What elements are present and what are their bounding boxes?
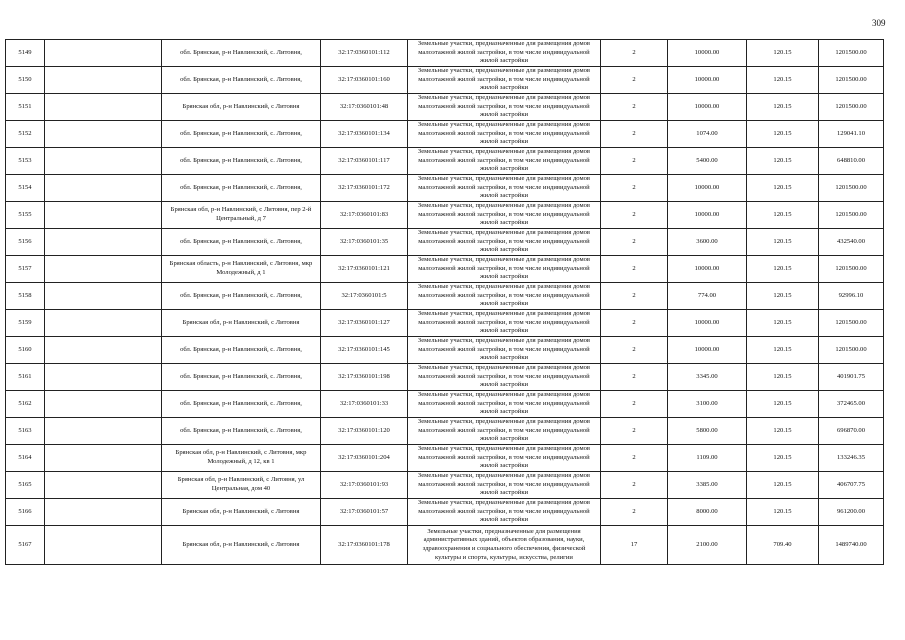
table-row xyxy=(6,202,884,229)
table-row xyxy=(6,121,884,148)
cell-cadastral-number: 32:17:0360101:93 xyxy=(321,472,408,499)
cell-permitted-use: Земельные участки, предназначенные для размещения домов малоэтажной жилой застройки, в том числе индивидуальной жилой застройки xyxy=(408,310,601,337)
cell-use-group: 2 xyxy=(601,391,668,418)
cell-cadastral-number: 32:17:0360101:145 xyxy=(321,337,408,364)
cell-area: 1074.00 xyxy=(668,121,747,148)
page-number: 309 xyxy=(872,18,886,28)
cell-specific-value: 120.15 xyxy=(747,175,819,202)
cell-row-number: 5157 xyxy=(6,256,45,283)
cell-address: обл. Брянская, р-н Навлинский, с. Литовня, xyxy=(162,283,321,310)
cell-row-number: 5158 xyxy=(6,283,45,310)
cell-permitted-use: Земельные участки, предназначенные для размещения домов малоэтажной жилой застройки, в том числе индивидуальной жилой застройки xyxy=(408,337,601,364)
cell-permitted-use: Земельные участки, предназначенные для размещения домов малоэтажной жилой застройки, в том числе индивидуальной жилой застройки xyxy=(408,256,601,283)
cell-cadastral-number: 32:17:0360101:35 xyxy=(321,229,408,256)
cell-cadastral-value: 432540.00 xyxy=(819,229,884,256)
cell-area: 3385.00 xyxy=(668,472,747,499)
cell-cadastral-value: 129041.10 xyxy=(819,121,884,148)
cell-row-number: 5154 xyxy=(6,175,45,202)
cell-use-group: 2 xyxy=(601,94,668,121)
cell-cadastral-number: 32:17:0360101:160 xyxy=(321,67,408,94)
cell-area: 10000.00 xyxy=(668,175,747,202)
table-row xyxy=(6,148,884,175)
cell-specific-value: 120.15 xyxy=(747,202,819,229)
cell-use-group: 2 xyxy=(601,121,668,148)
cell-cadastral-value: 1201500.00 xyxy=(819,310,884,337)
cell-specific-value: 120.15 xyxy=(747,94,819,121)
cell-cadastral-value: 1201500.00 xyxy=(819,337,884,364)
cell-use-group: 17 xyxy=(601,526,668,565)
cell-address: Брянская обл, р-н Навлинский, с Литовня, пер 2-й Центральный, д 7 xyxy=(162,202,321,229)
cell-specific-value: 120.15 xyxy=(747,67,819,94)
cell-empty xyxy=(45,391,162,418)
cell-cadastral-number: 32:17:0360101:134 xyxy=(321,121,408,148)
cell-use-group: 2 xyxy=(601,256,668,283)
cell-use-group: 2 xyxy=(601,499,668,526)
cell-empty xyxy=(45,67,162,94)
cell-permitted-use: Земельные участки, предназначенные для размещения домов малоэтажной жилой застройки, в том числе индивидуальной жилой застройки xyxy=(408,67,601,94)
cell-permitted-use: Земельные участки, предназначенные для размещения домов малоэтажной жилой застройки, в том числе индивидуальной жилой застройки xyxy=(408,148,601,175)
cell-permitted-use: Земельные участки, предназначенные для размещения домов малоэтажной жилой застройки, в том числе индивидуальной жилой застройки xyxy=(408,121,601,148)
cell-use-group: 2 xyxy=(601,67,668,94)
cell-permitted-use: Земельные участки, предназначенные для размещения домов малоэтажной жилой застройки, в том числе индивидуальной жилой застройки xyxy=(408,364,601,391)
cell-use-group: 2 xyxy=(601,148,668,175)
cell-empty xyxy=(45,364,162,391)
table-row xyxy=(6,364,884,391)
cell-row-number: 5149 xyxy=(6,40,45,67)
cell-cadastral-value: 92996.10 xyxy=(819,283,884,310)
cell-cadastral-value: 133246.35 xyxy=(819,445,884,472)
cell-empty xyxy=(45,256,162,283)
cell-specific-value: 120.15 xyxy=(747,256,819,283)
cell-permitted-use: Земельные участки, предназначенные для размещения домов малоэтажной жилой застройки, в том числе индивидуальной жилой застройки xyxy=(408,445,601,472)
table-row xyxy=(6,310,884,337)
cell-cadastral-value: 1201500.00 xyxy=(819,175,884,202)
cell-row-number: 5159 xyxy=(6,310,45,337)
cell-address: обл. Брянская, р-н Навлинский, с. Литовня, xyxy=(162,175,321,202)
cell-area: 3100.00 xyxy=(668,391,747,418)
cell-permitted-use: Земельные участки, предназначенные для размещения домов малоэтажной жилой застройки, в том числе индивидуальной жилой застройки xyxy=(408,499,601,526)
cell-specific-value: 120.15 xyxy=(747,121,819,148)
cell-cadastral-number: 32:17:0360101:198 xyxy=(321,364,408,391)
cell-specific-value: 120.15 xyxy=(747,310,819,337)
cell-use-group: 2 xyxy=(601,229,668,256)
cell-use-group: 2 xyxy=(601,418,668,445)
cell-specific-value: 120.15 xyxy=(747,418,819,445)
cell-specific-value: 120.15 xyxy=(747,337,819,364)
cell-specific-value: 120.15 xyxy=(747,148,819,175)
cell-cadastral-value: 1201500.00 xyxy=(819,40,884,67)
cell-specific-value: 120.15 xyxy=(747,445,819,472)
cell-cadastral-number: 32:17:0360101:112 xyxy=(321,40,408,67)
cell-area: 10000.00 xyxy=(668,94,747,121)
cell-use-group: 2 xyxy=(601,337,668,364)
cell-area: 10000.00 xyxy=(668,40,747,67)
table-row xyxy=(6,283,884,310)
cell-permitted-use: Земельные участки, предназначенные для размещения домов малоэтажной жилой застройки, в том числе индивидуальной жилой застройки xyxy=(408,94,601,121)
cell-cadastral-number: 32:17:0360101:172 xyxy=(321,175,408,202)
cell-cadastral-value: 1201500.00 xyxy=(819,67,884,94)
cell-cadastral-number: 32:17:0360101:83 xyxy=(321,202,408,229)
cell-empty xyxy=(45,175,162,202)
cell-specific-value: 120.15 xyxy=(747,40,819,67)
cell-row-number: 5166 xyxy=(6,499,45,526)
cell-use-group: 2 xyxy=(601,40,668,67)
cell-cadastral-value: 961200.00 xyxy=(819,499,884,526)
cell-specific-value: 709.40 xyxy=(747,526,819,565)
cell-empty xyxy=(45,121,162,148)
cell-empty xyxy=(45,499,162,526)
cell-use-group: 2 xyxy=(601,175,668,202)
cell-cadastral-number: 32:17:0360101:5 xyxy=(321,283,408,310)
cell-empty xyxy=(45,526,162,565)
cell-row-number: 5156 xyxy=(6,229,45,256)
cell-area: 2100.00 xyxy=(668,526,747,565)
cell-use-group: 2 xyxy=(601,472,668,499)
cell-cadastral-value: 648810.00 xyxy=(819,148,884,175)
cell-row-number: 5162 xyxy=(6,391,45,418)
cell-cadastral-value: 401901.75 xyxy=(819,364,884,391)
cell-cadastral-value: 1201500.00 xyxy=(819,202,884,229)
cell-address: обл. Брянская, р-н Навлинский, с. Литовня, xyxy=(162,40,321,67)
cell-row-number: 5161 xyxy=(6,364,45,391)
cell-cadastral-value: 1201500.00 xyxy=(819,94,884,121)
cell-area: 3600.00 xyxy=(668,229,747,256)
table-row xyxy=(6,499,884,526)
cell-use-group: 2 xyxy=(601,445,668,472)
cell-address: обл. Брянская, р-н Навлинский, с. Литовня, xyxy=(162,148,321,175)
cell-cadastral-value: 406707.75 xyxy=(819,472,884,499)
cell-area: 10000.00 xyxy=(668,310,747,337)
table-row xyxy=(6,229,884,256)
cell-permitted-use: Земельные участки, предназначенные для размещения домов малоэтажной жилой застройки, в том числе индивидуальной жилой застройки xyxy=(408,472,601,499)
cell-area: 10000.00 xyxy=(668,202,747,229)
cell-permitted-use: Земельные участки, предназначенные для размещения домов малоэтажной жилой застройки, в том числе индивидуальной жилой застройки xyxy=(408,202,601,229)
cell-empty xyxy=(45,229,162,256)
cell-cadastral-number: 32:17:0360101:117 xyxy=(321,148,408,175)
table-row xyxy=(6,175,884,202)
cell-cadastral-number: 32:17:0360101:33 xyxy=(321,391,408,418)
cell-empty xyxy=(45,40,162,67)
cell-area: 8000.00 xyxy=(668,499,747,526)
cell-cadastral-number: 32:17:0360101:127 xyxy=(321,310,408,337)
cell-permitted-use: Земельные участки, предназначенные для размещения домов малоэтажной жилой застройки, в том числе индивидуальной жилой застройки xyxy=(408,418,601,445)
cell-empty xyxy=(45,445,162,472)
cadastral-value-table xyxy=(5,39,884,565)
cell-permitted-use: Земельные участки, предназначенные для размещения домов малоэтажной жилой застройки, в том числе индивидуальной жилой застройки xyxy=(408,175,601,202)
cell-area: 10000.00 xyxy=(668,337,747,364)
cell-permitted-use: Земельные участки, предназначенные для размещения домов малоэтажной жилой застройки, в том числе индивидуальной жилой застройки xyxy=(408,391,601,418)
cell-empty xyxy=(45,472,162,499)
cell-specific-value: 120.15 xyxy=(747,364,819,391)
cell-area: 774.00 xyxy=(668,283,747,310)
cell-cadastral-number: 32:17:0360101:57 xyxy=(321,499,408,526)
table-row xyxy=(6,418,884,445)
cell-permitted-use: Земельные участки, предназначенные для размещения домов малоэтажной жилой застройки, в том числе индивидуальной жилой застройки xyxy=(408,229,601,256)
cell-cadastral-number: 32:17:0360101:178 xyxy=(321,526,408,565)
table-row xyxy=(6,472,884,499)
cell-cadastral-number: 32:17:0360101:121 xyxy=(321,256,408,283)
cell-cadastral-value: 696870.00 xyxy=(819,418,884,445)
cell-row-number: 5152 xyxy=(6,121,45,148)
cell-address: обл. Брянская, р-н Навлинский, с. Литовня, xyxy=(162,67,321,94)
cell-cadastral-number: 32:17:0360101:48 xyxy=(321,94,408,121)
cell-cadastral-value: 1489740.00 xyxy=(819,526,884,565)
cell-empty xyxy=(45,283,162,310)
cell-address: Брянская обл, р-н Навлинский, с Литовня xyxy=(162,499,321,526)
cell-row-number: 5165 xyxy=(6,472,45,499)
cell-address: Брянская обл, р-н Навлинский, с Литовня, ул Центральная, дом 40 xyxy=(162,472,321,499)
cell-address: обл. Брянская, р-н Навлинский, с. Литовня, xyxy=(162,229,321,256)
cell-empty xyxy=(45,148,162,175)
table-row xyxy=(6,445,884,472)
cell-use-group: 2 xyxy=(601,283,668,310)
cell-address: обл. Брянская, р-н Навлинский, с. Литовня, xyxy=(162,391,321,418)
cell-row-number: 5163 xyxy=(6,418,45,445)
cell-cadastral-value: 1201500.00 xyxy=(819,256,884,283)
cell-area: 10000.00 xyxy=(668,67,747,94)
cell-specific-value: 120.15 xyxy=(747,499,819,526)
cell-cadastral-number: 32:17:0360101:120 xyxy=(321,418,408,445)
cell-area: 1109.00 xyxy=(668,445,747,472)
cell-area: 5400.00 xyxy=(668,148,747,175)
cell-address: Брянская область, р-н Навлинский, с Литовня, мкр Молодежный, д 1 xyxy=(162,256,321,283)
cell-cadastral-value: 372465.00 xyxy=(819,391,884,418)
cell-use-group: 2 xyxy=(601,364,668,391)
cell-address: Брянская обл, р-н Навлинский, с Литовня xyxy=(162,526,321,565)
cell-row-number: 5151 xyxy=(6,94,45,121)
table-row xyxy=(6,40,884,67)
cell-area: 3345.00 xyxy=(668,364,747,391)
cell-use-group: 2 xyxy=(601,202,668,229)
table-row xyxy=(6,337,884,364)
cell-row-number: 5155 xyxy=(6,202,45,229)
cell-address: обл. Брянская, р-н Навлинский, с. Литовня, xyxy=(162,364,321,391)
table-row xyxy=(6,94,884,121)
table-row xyxy=(6,256,884,283)
cell-permitted-use: Земельные участки, предназначенные для размещения административных зданий, объектов образования, науки, здравоохранения и социального обеспечения, физической культуры и спорта, культуры, искусства, религии xyxy=(408,526,601,565)
cell-empty xyxy=(45,418,162,445)
cell-empty xyxy=(45,94,162,121)
cell-address: обл. Брянская, р-н Навлинский, с. Литовня, xyxy=(162,121,321,148)
cell-empty xyxy=(45,202,162,229)
cell-empty xyxy=(45,310,162,337)
table-body xyxy=(6,40,884,565)
cell-row-number: 5160 xyxy=(6,337,45,364)
cell-address: Брянская обл, р-н Навлинский, с Литовня xyxy=(162,310,321,337)
cell-address: Брянская обл, р-н Навлинский, с Литовня, мкр Молодежный, д 12, кв 1 xyxy=(162,445,321,472)
cell-permitted-use: Земельные участки, предназначенные для размещения домов малоэтажной жилой застройки, в том числе индивидуальной жилой застройки xyxy=(408,283,601,310)
cell-address: Брянская обл, р-н Навлинский, с Литовня xyxy=(162,94,321,121)
cell-row-number: 5167 xyxy=(6,526,45,565)
cell-specific-value: 120.15 xyxy=(747,472,819,499)
cell-address: обл. Брянская, р-н Навлинский, с. Литовня, xyxy=(162,418,321,445)
cell-area: 5800.00 xyxy=(668,418,747,445)
cell-specific-value: 120.15 xyxy=(747,283,819,310)
table-row xyxy=(6,67,884,94)
cell-cadastral-number: 32:17:0360101:204 xyxy=(321,445,408,472)
table-row xyxy=(6,526,884,565)
cell-use-group: 2 xyxy=(601,310,668,337)
cell-permitted-use: Земельные участки, предназначенные для размещения домов малоэтажной жилой застройки, в том числе индивидуальной жилой застройки xyxy=(408,40,601,67)
table-row xyxy=(6,391,884,418)
cell-specific-value: 120.15 xyxy=(747,229,819,256)
cell-specific-value: 120.15 xyxy=(747,391,819,418)
cell-row-number: 5164 xyxy=(6,445,45,472)
cell-row-number: 5153 xyxy=(6,148,45,175)
cell-address: обл. Брянская, р-н Навлинский, с. Литовня, xyxy=(162,337,321,364)
cell-row-number: 5150 xyxy=(6,67,45,94)
cell-empty xyxy=(45,337,162,364)
cell-area: 10000.00 xyxy=(668,256,747,283)
